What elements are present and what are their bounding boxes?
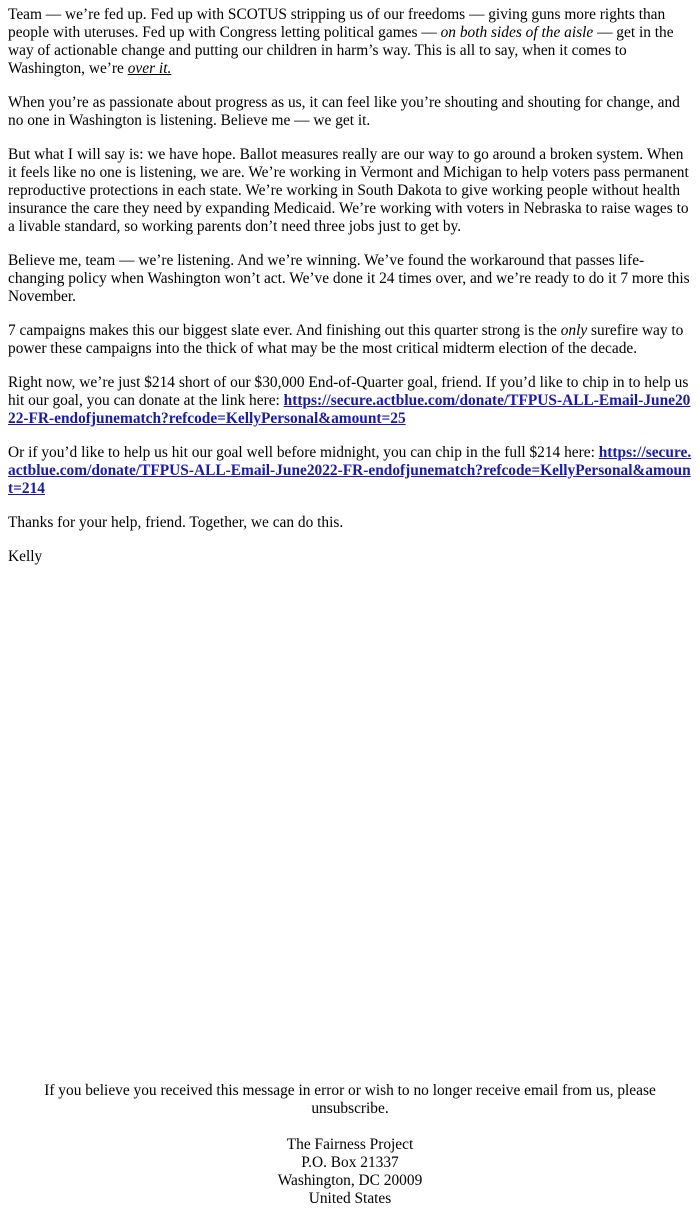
address-country: United States [308,1190,392,1207]
campaigns-text-a: 7 campaigns makes this our biggest slate ever. And finishing out this quarter strong is the [8,322,561,339]
email-footer [20,1082,680,1208]
campaigns-text-b: surefire way to power these campaigns into the thick of what may be the most critical midterm election of the decade. [8,322,684,357]
paragraph-campaigns [8,322,692,358]
address-city: Washington, DC 20009 [277,1172,423,1189]
donate-214-link[interactable]: https://secure.actblue.com/donate/TFPUS-ALL-Email-June2022-FR-endofjunematch?refcode=KellyPersonal&amount=214 [8,444,692,497]
intro-italic: on both sides of the aisle [440,24,594,41]
campaigns-italic: only [560,322,588,339]
paragraph-listening: Believe me, team — we’re listening. And we’re winning. We’ve found the workaround that passes life-changing policy when Washington won’t act. We’ve done it 24 times over, and we’re ready to do it 7 more this November. [8,252,690,305]
mailing-address [20,1136,680,1208]
unsubscribe-notice: If you believe you received this message in error or wish to no longer receive email from us, please unsubscribe. [44,1082,656,1117]
donate-25-text: Right now, we’re just $214 short of our $30,000 End-of-Quarter goal, friend. If you’d like to chip in to help us hit our goal, you can donate at the link here: [8,374,689,409]
paragraph-donate-25 [8,374,692,428]
donate-214-text: Or if you’d like to help us hit our goal well before midnight, you can chip in the full $214 here: [8,444,599,461]
address-box: P.O. Box 21337 [301,1154,399,1171]
signature: Kelly [8,548,43,565]
intro-text-b: — get in the way of actionable change and putting our children in harm’s way. This is all to say, when it comes to Washington, we’re [8,24,674,77]
paragraph-donate-214 [8,444,692,498]
email-body [8,6,692,582]
donate-25-link[interactable]: https://secure.actblue.com/donate/TFPUS-ALL-Email-June2022-FR-endofjunematch?refcode=KellyPersonal&amount=25 [8,392,691,427]
paragraph-intro [8,6,692,78]
paragraph-passion: When you’re as passionate about progress as us, it can feel like you’re shouting and shouting for change, and no one in Washington is listening. Believe me — we get it. [8,94,680,129]
intro-text-a: Team — we’re fed up. Fed up with SCOTUS stripping us of our freedoms — giving guns more rights than people with uteruses. Fed up with Congress letting political games — [8,6,666,41]
intro-emphasis: over it. [127,60,172,77]
paragraph-hope: But what I will say is: we have hope. Ballot measures really are our way to go around a broken system. When it feels like no one is listening, we are. We’re working in Vermont and Michigan to help voters pass permanent reproductive protections in each state. We’re working in South Dakota to give working people without health insurance the care they need by expanding Medicaid. We’re working with voters in Nebraska to raise wages to a livable standard, so working parents don’t need three jobs just to get by. [8,146,689,235]
paragraph-thanks: Thanks for your help, friend. Together, we can do this. [8,514,344,531]
address-org: The Fairness Project [286,1136,414,1153]
